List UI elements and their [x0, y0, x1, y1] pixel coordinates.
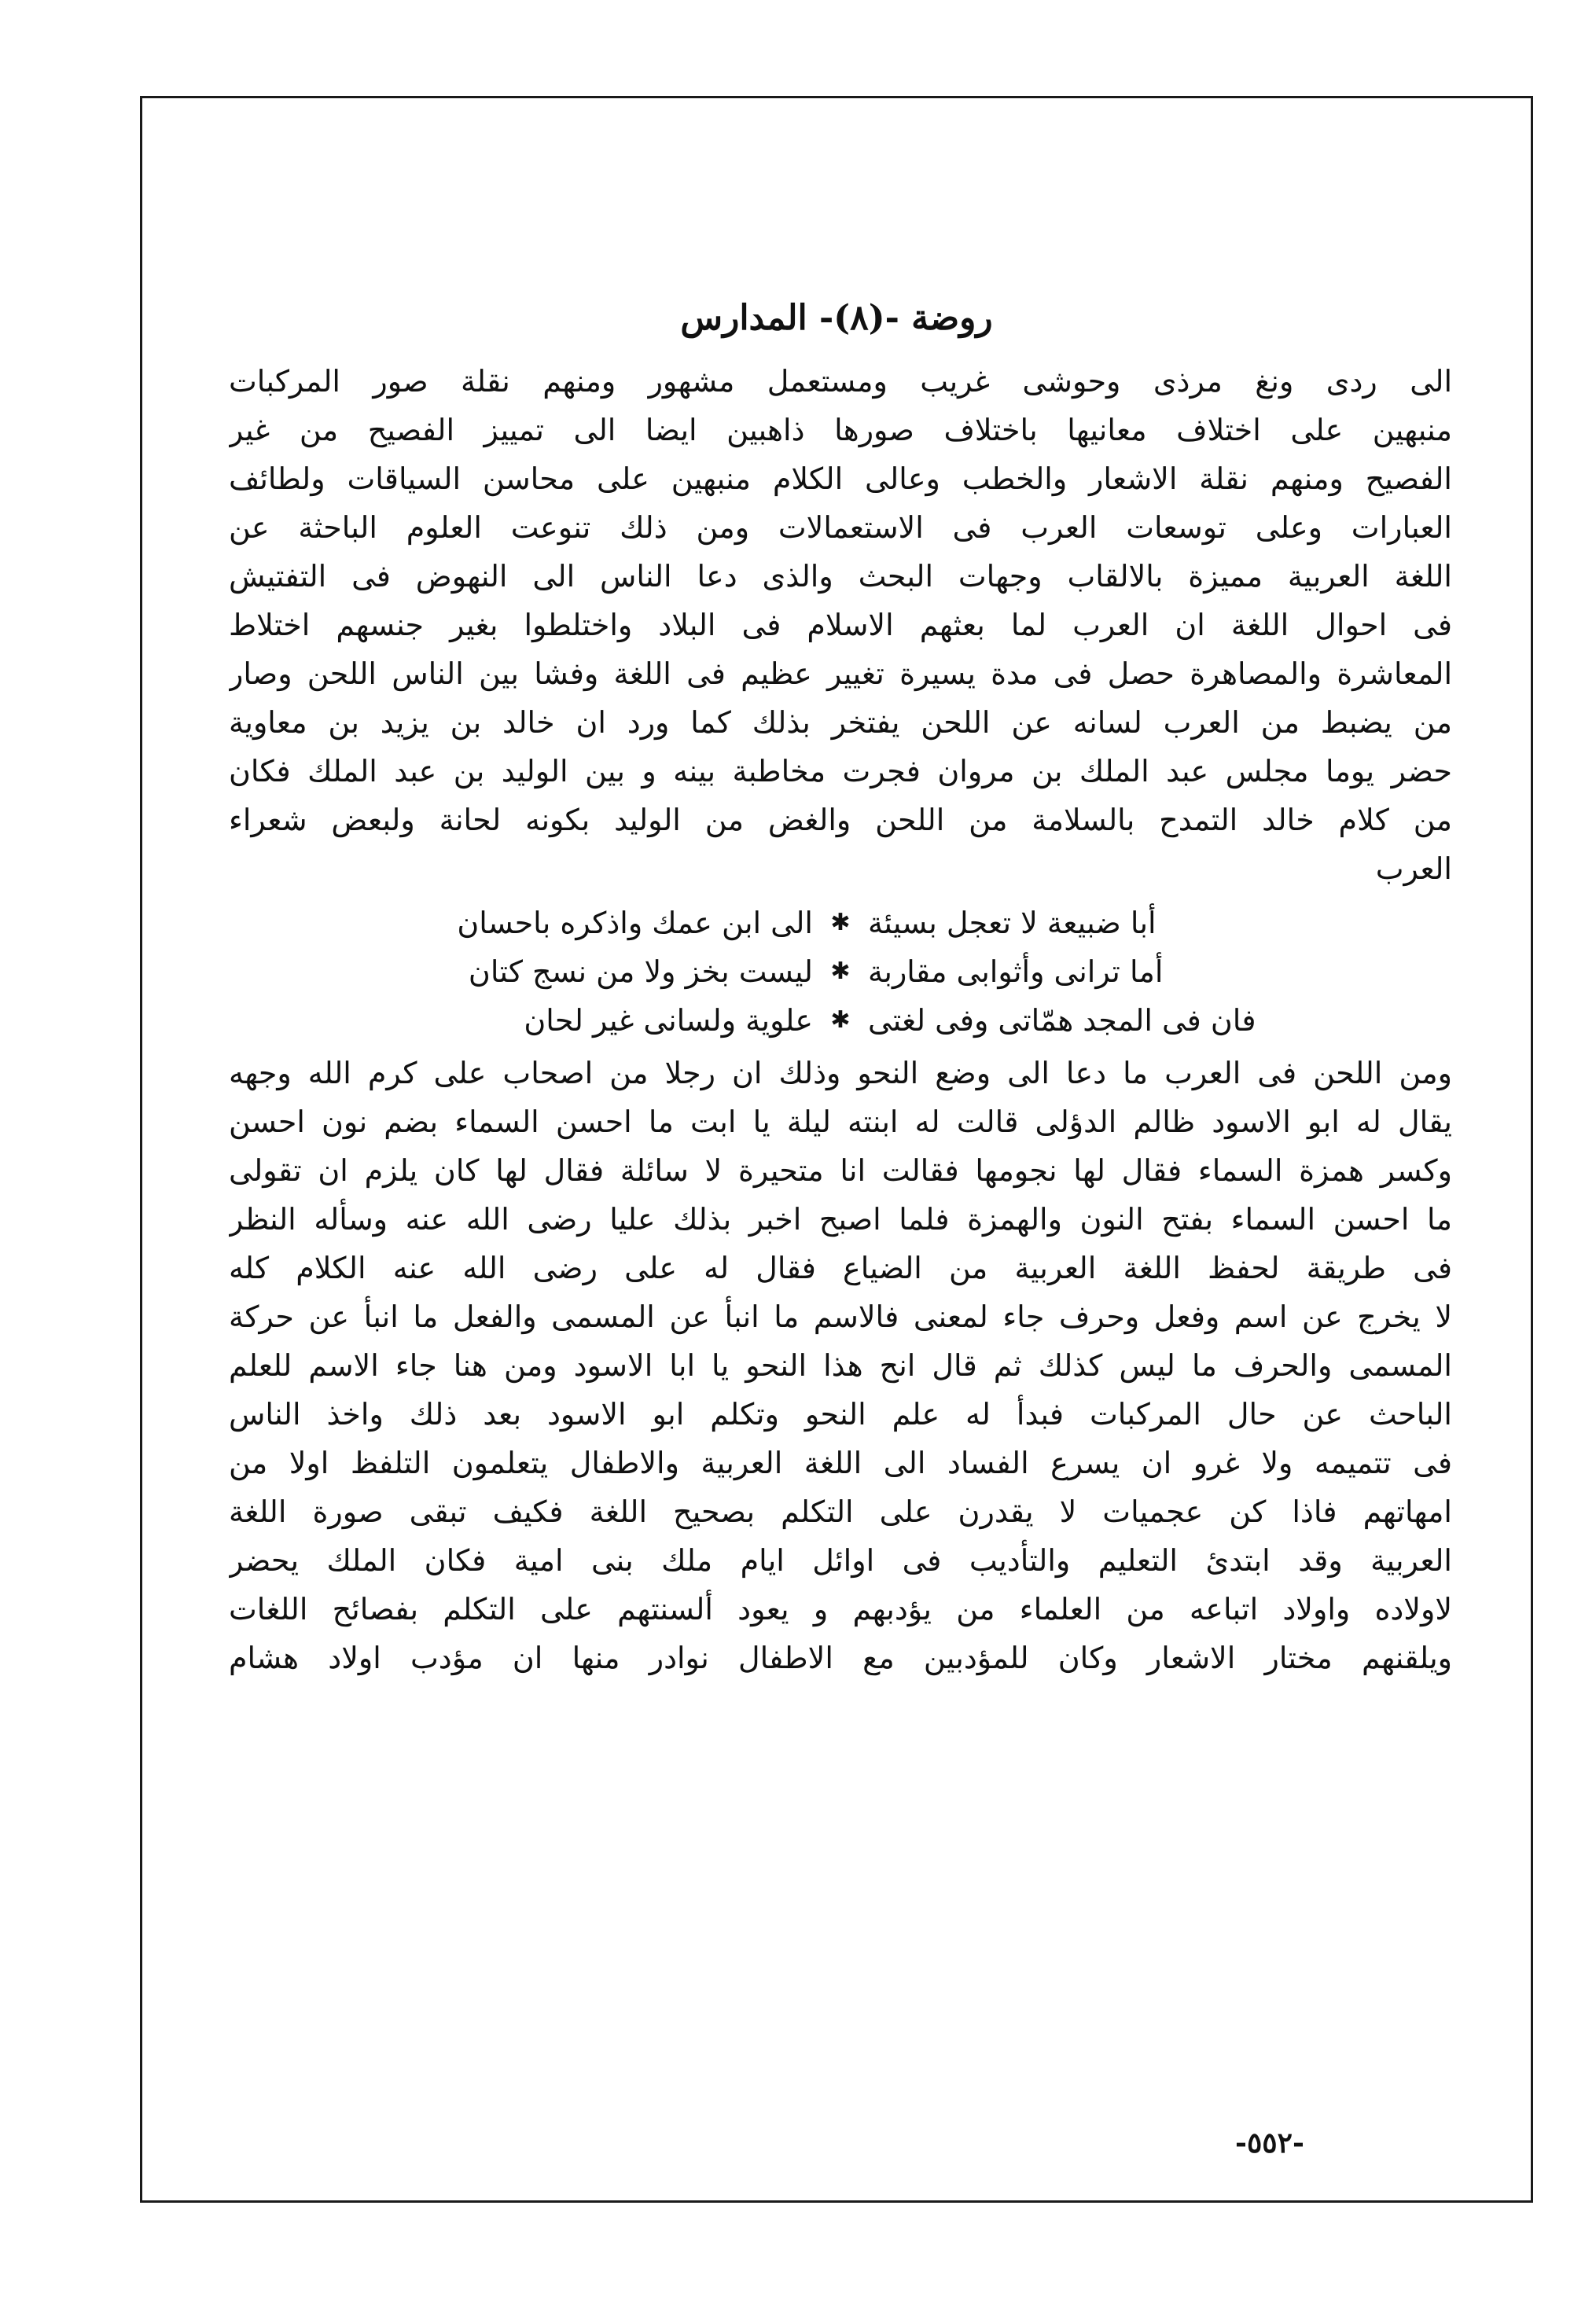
text-line: فى تتميمه ولا غرو ان يسرع الفساد الى اللغة العربية والاطفال يتعلمون التلفظ اولا من	[229, 1446, 1452, 1480]
verse-separator-icon: ✱	[830, 1006, 851, 1034]
text-line: ما احسن السماء بفتح النون والهمزة فلما اصبح اخبر بذلك عليا رضى الله عنه وسأله النظر	[229, 1202, 1452, 1237]
text-line: لاولاده واولاد اتباعه من العلماء من يؤدبهم و يعود ألسنتهم على التكلم بفصائح اللغات	[229, 1592, 1452, 1626]
verse-second-hemistich: ليست بخز ولا من نسج كتان	[468, 954, 813, 989]
verse-first-hemistich: أبا ضبيعة لا تعجل بسيئة	[868, 906, 1157, 940]
text-line: العربية وقد ابتدئ التعليم والتأديب فى اوائل ايام ملك بنى امية فكان الملك يحضر	[229, 1543, 1452, 1578]
text-line: العرب	[1375, 851, 1452, 886]
verse-separator-icon: ✱	[830, 909, 851, 936]
poem-verse	[229, 899, 1452, 947]
verse-first-hemistich: فان فى المجد همّاتى وفى لغتى	[868, 1003, 1256, 1038]
text-line: وكسر همزة السماء فقال لها نجومها فقالت انا متحيرة لا سائلة فقال لها كان يلزم ان تقولى	[229, 1153, 1452, 1188]
verse-separator-icon: ✱	[830, 958, 851, 985]
text-line: من يضبط من العرب لسانه عن اللحن يفتخر بذلك كما ورد ان خالد بن يزيد بن معاوية	[229, 705, 1452, 740]
text-line: لا يخرج عن اسم وفعل وحرف جاء لمعنى فالاسم ما انبأ عن المسمى والفعل ما انبأ عن حركة	[229, 1299, 1452, 1334]
text-line: يقال له ابو الاسود ظالم الدؤلى قالت له ابنته ليلة يا ابت ما احسن السماء بضم نون احسن	[229, 1105, 1452, 1139]
text-line: المعاشرة والمصاهرة حصل فى مدة يسيرة تغيير عظيم فى اللغة وفشا بين الناس اللحن وصار	[229, 656, 1452, 691]
text-line: اللغة العربية مميزة بالالقاب وجهات البحث والذى دعا الناس الى النهوض فى التفتيش	[229, 559, 1452, 594]
verse-first-hemistich: أما ترانى وأثوابى مقاربة	[868, 954, 1164, 989]
text-line: العبارات وعلى توسعات العرب فى الاستعمالات ومن ذلك تنوعت العلوم الباحثة عن	[229, 510, 1452, 545]
text-line: فى طريقة لحفظ اللغة العربية من الضياع فقال له على رضى الله عنه الكلام كله	[229, 1251, 1452, 1285]
text-line: امهاتهم فاذا كن عجميات لا يقدرن على التكلم بصحيح اللغة فكيف تبقى صورة اللغة	[229, 1494, 1452, 1529]
verse-second-hemistich: علوية ولسانى غير لحان	[524, 1003, 813, 1038]
poem-verse	[229, 947, 1452, 996]
poem-verse	[229, 996, 1452, 1045]
text-line: ومن اللحن فى العرب ما دعا الى وضع النحو وذلك ان رجلا من اصحاب على كرم الله وجهه	[229, 1056, 1452, 1090]
text-line: ويلقنهم مختار الاشعار وكان للمؤدبين مع الاطفال نوادر منها ان مؤدب اولاد هشام	[229, 1641, 1452, 1675]
page-number: -٥٥٢-	[1235, 2126, 1304, 2159]
text-line: الفصيح ومنهم نقلة الاشعار والخطب وعالى الكلام منبهين على محاسن السياقات ولطائف	[229, 461, 1452, 496]
text-line: الى ردى ونغ مرذى وحوشى غريب ومستعمل مشهور ومنهم نقلة صور المركبات	[229, 364, 1452, 399]
page-body	[229, 358, 1452, 1683]
page-header: روضة -(٨)- المدارس	[680, 298, 993, 338]
text-line: فى احوال اللغة ان العرب لما بعثهم الاسلام فى البلاد واختلطوا بغير جنسهم اختلاط	[229, 608, 1452, 642]
text-line: منبهين على اختلاف معانيها باختلاف صورها ذاهبين ايضا الى تمييز الفصيح من غير	[229, 413, 1452, 447]
paragraph-1	[229, 358, 1452, 894]
text-line: حضر يوما مجلس عبد الملك بن مروان فجرت مخاطبة بينه و بين الوليد بن عبد الملك فكان	[229, 754, 1452, 788]
page-frame	[140, 96, 1533, 2203]
text-line: المسمى والحرف ما ليس كذلك ثم قال انح هذا النحو يا ابا الاسود ومن هنا جاء الاسم للعلم	[229, 1348, 1452, 1383]
text-line: الباحث عن حال المركبات فبدأ له علم النحو وتكلم ابو الاسود بعد ذلك واخذ الناس	[229, 1397, 1452, 1432]
poem-verses	[229, 899, 1452, 1045]
text-line: من كلام خالد التمدح بالسلامة من اللحن والغض من الوليد بكونه لحانة ولبعض شعراء	[229, 803, 1452, 837]
paragraph-2	[229, 1049, 1452, 1683]
verse-second-hemistich: الى ابن عمك واذكره باحسان	[457, 906, 813, 940]
